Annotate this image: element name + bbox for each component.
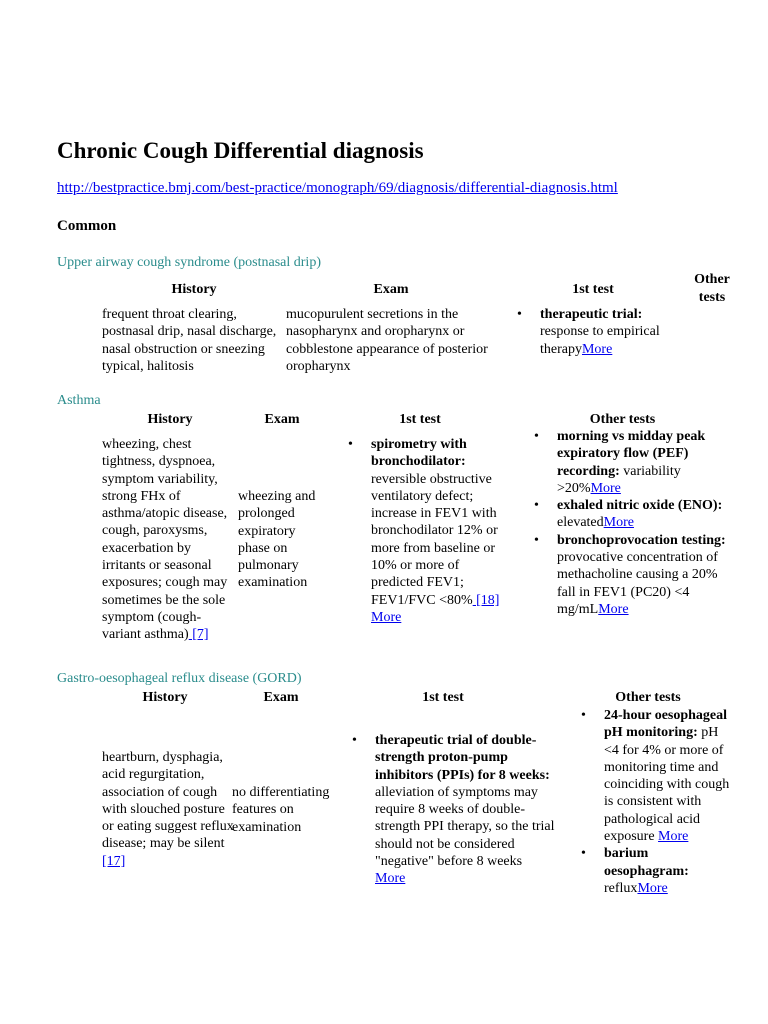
- uacs-first-test-header: 1st test: [572, 282, 614, 297]
- uacs-exam: mucopurulent secretions in the nasopharynx and oropharynx or cobblestone appearance of posterior oropharynx: [286, 307, 488, 374]
- page-title: Chronic Cough Differential diagnosis: [57, 138, 424, 163]
- list-item: • therapeutic trial of double-strength proton-pump inhibitors (PPIs) for 8 weeks: alleviation of symptoms may require 8 weeks of double-strength PPI therapy, so the trial should not be considered "negative" before 8 weeks More: [375, 732, 555, 888]
- gord-history: heartburn, dysphagia, acid regurgitation, association of cough with slouched posture or eating suggest reflux disease; may be silent [17]: [102, 750, 234, 869]
- uacs-other-tests-header: Other tests: [694, 272, 730, 305]
- asthma-first-test-list: [371, 436, 513, 626]
- uacs-heading: Upper airway cough syndrome (postnasal drip): [57, 255, 321, 270]
- asthma-heading: Asthma: [57, 393, 101, 408]
- asthma-exam-header: Exam: [264, 412, 300, 427]
- more-link[interactable]: More: [581, 341, 613, 357]
- reference-link[interactable]: [7]: [188, 627, 209, 643]
- list-item: • exhaled nitric oxide (ENO): elevatedMore: [557, 497, 737, 532]
- list-item: • 24-hour oesophageal pH monitoring: pH <4 for 4% or more of monitoring time and coinciding with cough is consistent with pathological acid exposure More: [604, 707, 732, 845]
- gord-heading: Gastro-oesophageal reflux disease (GORD): [57, 671, 302, 686]
- reference-link[interactable]: [18]: [472, 592, 500, 608]
- reference-link[interactable]: [17]: [102, 853, 126, 869]
- list-item: • morning vs midday peak expiratory flow (PEF) recording: variability >20%More: [557, 428, 737, 497]
- more-link[interactable]: More: [375, 871, 406, 887]
- gord-first-test-list: [375, 732, 555, 888]
- gord-other-tests-header: Other tests: [615, 690, 681, 705]
- more-link[interactable]: More: [371, 609, 402, 625]
- uacs-history: frequent throat clearing, postnasal drip, nasal discharge, nasal obstruction or sneezing typical, halitosis: [102, 307, 277, 374]
- asthma-exam: wheezing and prolonged expiratory phase on pulmonary examination: [238, 489, 316, 591]
- list-item: • barium oesophagram: refluxMore: [604, 845, 732, 897]
- list-item: • spirometry with bronchodilator: reversible obstructive ventilatory defect; increase in FEV1 with bronchodilator 12% or more from baseline or 10% or more of predicted FEV1; FEV1/FVC <80% [18] More: [371, 436, 513, 626]
- common-heading: Common: [57, 218, 117, 234]
- uacs-first-test-list: [540, 306, 690, 358]
- gord-first-test-header: 1st test: [422, 690, 464, 705]
- more-link[interactable]: More: [637, 880, 668, 896]
- more-link[interactable]: More: [658, 829, 689, 845]
- uacs-history-header: History: [171, 282, 217, 297]
- asthma-history-header: History: [147, 412, 193, 427]
- gord-exam-header: Exam: [263, 690, 299, 705]
- gord-other-tests-list: [604, 707, 732, 897]
- source-link[interactable]: http://bestpractice.bmj.com/best-practice/monograph/69/diagnosis/differential-diagnosis.html: [57, 180, 618, 196]
- asthma-other-tests-header: Other tests: [589, 412, 656, 427]
- more-link[interactable]: More: [598, 601, 629, 617]
- asthma-history: wheezing, chest tightness, dyspnoea, symptom variability, strong FHx of asthma/atopic disease, cough, paroxysms, exacerbation by irritants or seasonal exposures; cough may sometimes be the sole symptom (cough-variant asthma) [7]: [102, 437, 228, 643]
- uacs-exam-header: Exam: [373, 282, 409, 297]
- more-link[interactable]: More: [603, 515, 634, 531]
- asthma-other-tests-list: [557, 428, 737, 618]
- list-item: • therapeutic trial: response to empirical therapyMore: [540, 306, 690, 358]
- gord-history-header: History: [142, 690, 188, 705]
- asthma-first-test-header: 1st test: [399, 412, 441, 427]
- gord-exam: no differentiating features on examination: [232, 785, 330, 835]
- list-item: • bronchoprovocation testing: provocative concentration of methacholine causing a 20% fall in FEV1 (PC20) <4 mg/mLMore: [557, 532, 737, 618]
- more-link[interactable]: More: [590, 480, 621, 496]
